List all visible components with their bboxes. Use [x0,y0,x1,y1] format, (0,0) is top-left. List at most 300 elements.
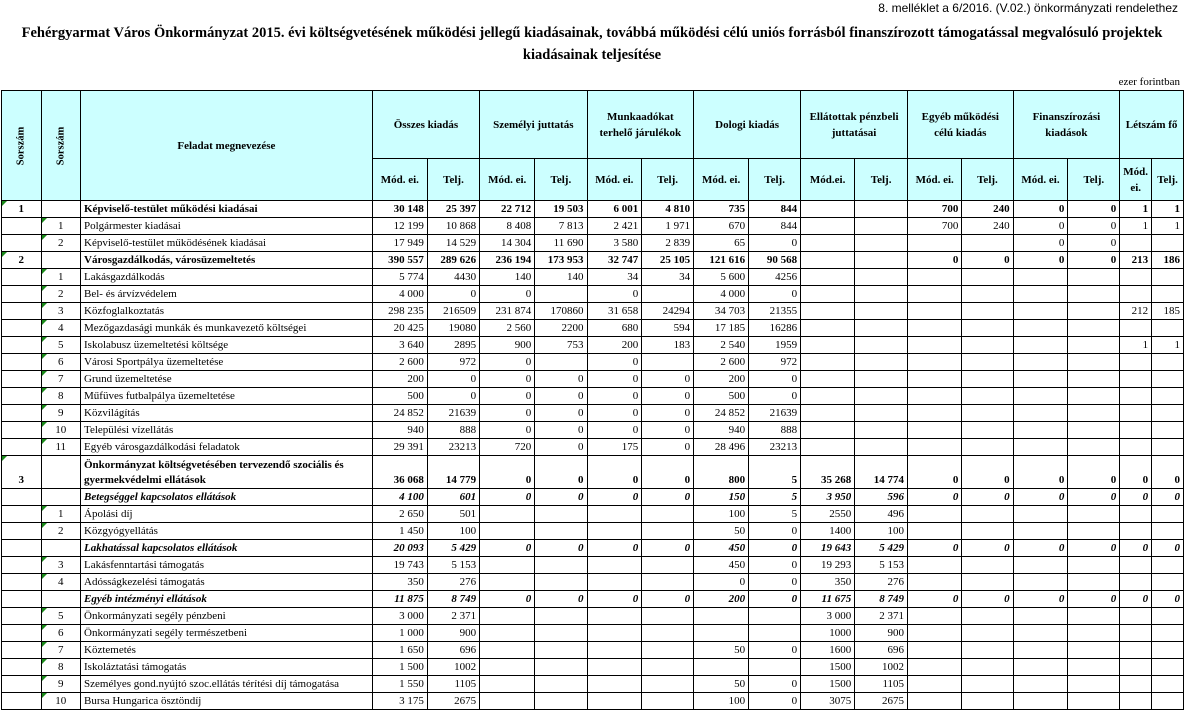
row-value [1068,371,1120,388]
row-value [1120,235,1152,252]
row-value: 170860 [535,303,587,320]
header-sorszam-1: Sorszám [2,91,42,201]
row-value: 21639 [427,405,479,422]
row-number-main [2,235,42,252]
row-name: Közvilágítás [81,405,373,422]
annex-reference: 8. melléklet a 6/2016. (V.02.) önkormányzati rendelethez [878,1,1178,15]
row-value [587,574,642,591]
row-value [1152,557,1184,574]
row-value [642,286,694,303]
row-value: 140 [480,269,535,286]
row-value: 0 [535,439,587,456]
row-value [962,371,1013,388]
row-value: 3 175 [372,693,427,710]
row-value [1068,422,1120,439]
row-value: 696 [427,642,479,659]
row-value [855,439,908,456]
row-value: 1 [1152,337,1184,354]
row-value: 5 600 [694,269,749,286]
row-value: 972 [749,354,801,371]
table-row [2,506,1184,523]
row-value: 0 [1068,591,1120,608]
row-value [1120,405,1152,422]
row-value: 0 [749,642,801,659]
row-value: 0 [642,388,694,405]
row-value: 183 [642,337,694,354]
row-value: 5 153 [855,557,908,574]
row-value: 720 [480,439,535,456]
row-value: 121 616 [694,252,749,269]
table-row [2,388,1184,405]
row-name: Iskolabusz üzemeltetési költsége [81,337,373,354]
row-number-sub: 6 [41,625,81,642]
row-value: 17 185 [694,320,749,337]
table-row [2,693,1184,710]
row-value [855,320,908,337]
row-value: 29 391 [372,439,427,456]
row-value: 0 [1068,489,1120,506]
header-subcolumn: Telj. [1152,159,1184,201]
row-value [1013,523,1068,540]
row-value [908,422,962,439]
row-value: 940 [372,422,427,439]
row-value [962,557,1013,574]
row-number-sub: 2 [41,523,81,540]
row-value: 11 875 [372,591,427,608]
row-value [749,625,801,642]
row-value: 200 [587,337,642,354]
row-value [962,337,1013,354]
row-value [1068,557,1120,574]
row-value [1120,693,1152,710]
header-sorszam-2: Sorszám [41,91,81,201]
row-value [1013,608,1068,625]
row-value: 500 [372,388,427,405]
row-value: 0 [1013,456,1068,489]
row-value [908,523,962,540]
row-value [1152,659,1184,676]
row-number-sub: 5 [41,337,81,354]
row-value [1013,286,1068,303]
row-value [587,625,642,642]
row-value: 6 001 [587,201,642,218]
row-value [1013,693,1068,710]
row-number-sub: 9 [41,676,81,693]
row-value: 2 839 [642,235,694,252]
row-value [694,659,749,676]
row-value: 0 [908,456,962,489]
row-number-sub: 1 [41,506,81,523]
row-value: 0 [749,557,801,574]
budget-table [1,90,1184,710]
table-row [2,269,1184,286]
row-value: 240 [962,201,1013,218]
row-value [535,506,587,523]
row-value [1152,574,1184,591]
row-number-sub: 2 [41,235,81,252]
row-value [1068,642,1120,659]
row-value: 0 [427,371,479,388]
row-value: 700 [908,218,962,235]
row-value: 888 [427,422,479,439]
row-value: 0 [1068,235,1120,252]
row-value [1152,642,1184,659]
table-row [2,557,1184,574]
row-value: 1 500 [372,659,427,676]
row-value [962,506,1013,523]
row-value [587,608,642,625]
row-name: Ápolási díj [81,506,373,523]
row-value [587,523,642,540]
row-value: 0 [1013,591,1068,608]
row-value [1152,676,1184,693]
row-value: 36 068 [372,456,427,489]
page-title: Fehérgyarmat Város Önkormányzat 2015. évi költségvetésének működési jellegű kiadásainak, továbbá működési célú uniós forrásból finanszírozott támogatással megvalósuló projektek kiadásainak teljesítése [21,25,1163,63]
row-value: 0 [962,456,1013,489]
header-subcolumn: Telj. [642,159,694,201]
row-value [642,676,694,693]
row-value: 90 568 [749,252,801,269]
row-number-sub: 1 [41,218,81,235]
row-value: 14 529 [427,235,479,252]
row-value [694,608,749,625]
row-value [1068,574,1120,591]
row-value [1013,269,1068,286]
row-value [535,523,587,540]
row-name: Lakásfenntartási támogatás [81,557,373,574]
row-name: Iskoláztatási támogatás [81,659,373,676]
table-row [2,354,1184,371]
row-value: 450 [694,557,749,574]
row-number-main [2,591,42,608]
row-number-main [2,659,42,676]
row-value: 21639 [749,405,801,422]
row-value [855,405,908,422]
row-value [801,235,855,252]
row-value: 1 [1120,201,1152,218]
row-value: 0 [1013,540,1068,557]
header-subcolumn: Mód. ei. [694,159,749,201]
row-value [587,676,642,693]
row-value [962,523,1013,540]
row-value: 1 650 [372,642,427,659]
row-value: 0 [535,371,587,388]
row-value: 0 [587,286,642,303]
row-number-sub: 10 [41,693,81,710]
row-value [1068,523,1120,540]
row-value: 2895 [427,337,479,354]
row-value [801,405,855,422]
row-value: 150 [694,489,749,506]
table-row [2,218,1184,235]
row-value [962,303,1013,320]
row-value [908,676,962,693]
row-value: 1400 [801,523,855,540]
row-value: 753 [535,337,587,354]
row-value [1013,659,1068,676]
row-value [801,371,855,388]
row-value: 0 [1120,591,1152,608]
row-value [642,642,694,659]
row-value: 212 [1120,303,1152,320]
row-number-sub: 3 [41,303,81,320]
row-value [962,659,1013,676]
row-number-main [2,557,42,574]
row-value: 8 408 [480,218,535,235]
row-value: 2 371 [855,608,908,625]
row-value: 21355 [749,303,801,320]
row-value: 972 [427,354,479,371]
row-value [855,422,908,439]
header-subcolumn: Mód.ei. [801,159,855,201]
row-value: 19080 [427,320,479,337]
row-value: 1 450 [372,523,427,540]
row-value: 25 105 [642,252,694,269]
row-value [535,354,587,371]
row-value [1120,422,1152,439]
row-value [1120,574,1152,591]
row-value [480,676,535,693]
row-value: 0 [642,540,694,557]
row-value: 0 [480,405,535,422]
row-value: 23213 [749,439,801,456]
row-name: Egyéb intézményi ellátások [81,591,373,608]
row-value [962,693,1013,710]
row-value: 14 304 [480,235,535,252]
row-value: 3 580 [587,235,642,252]
table-row [2,405,1184,422]
row-name: Lakhatással kapcsolatos ellátások [81,540,373,557]
row-value: 20 093 [372,540,427,557]
row-value: 696 [855,642,908,659]
row-name: Önkormányzat költségvetésében tervezendő szociális és gyermekvédelmi ellátások [81,456,373,489]
row-name: Önkormányzati segély természetbeni [81,625,373,642]
row-value: 0 [1013,489,1068,506]
row-value [1013,388,1068,405]
row-value: 844 [749,218,801,235]
row-value [1013,405,1068,422]
row-value [587,506,642,523]
row-value: 231 874 [480,303,535,320]
row-value [1152,320,1184,337]
row-number-main [2,625,42,642]
row-value: 0 [480,489,535,506]
row-value: 0 [535,591,587,608]
row-number-main [2,303,42,320]
row-value [962,676,1013,693]
row-value: 0 [908,540,962,557]
row-value [908,303,962,320]
row-value: 20 425 [372,320,427,337]
row-value [1152,608,1184,625]
row-value: 900 [427,625,479,642]
row-number-sub: 9 [41,405,81,422]
row-value [962,354,1013,371]
row-value: 240 [962,218,1013,235]
row-number-main [2,354,42,371]
row-value: 0 [535,388,587,405]
row-value: 50 [694,523,749,540]
row-value: 0 [962,540,1013,557]
row-value: 100 [427,523,479,540]
row-value: 5 429 [855,540,908,557]
row-value [1120,642,1152,659]
row-value: 0 [962,489,1013,506]
row-value: 1 550 [372,676,427,693]
row-value: 0 [1120,540,1152,557]
row-value [908,439,962,456]
row-value: 2550 [801,506,855,523]
row-number-main [2,676,42,693]
row-value: 0 [1013,235,1068,252]
header-subcolumn: Mód. ei. [480,159,535,201]
row-value: 100 [855,523,908,540]
row-name: Közfoglalkoztatás [81,303,373,320]
row-value [1013,422,1068,439]
row-value [1068,269,1120,286]
row-value: 0 [642,489,694,506]
row-value [801,354,855,371]
row-value: 0 [480,456,535,489]
row-value: 1 000 [372,625,427,642]
row-number-main [2,642,42,659]
row-value [535,693,587,710]
row-value: 0 [535,489,587,506]
row-name: Városgazdálkodás, városüzemeltetés [81,252,373,269]
row-value: 0 [480,388,535,405]
row-value: 2 600 [372,354,427,371]
row-value: 0 [908,591,962,608]
row-value: 32 747 [587,252,642,269]
row-name: Bursa Hungarica ösztöndíj [81,693,373,710]
row-value: 680 [587,320,642,337]
row-value [1013,625,1068,642]
row-value [480,693,535,710]
row-value: 2675 [855,693,908,710]
row-number-main: 3 [2,456,42,489]
row-number-main [2,439,42,456]
row-name: Képviselő-testület működésének kiadásai [81,235,373,252]
row-value [908,286,962,303]
row-value [908,625,962,642]
row-value [908,506,962,523]
row-value: 28 496 [694,439,749,456]
row-value: 185 [1152,303,1184,320]
row-value: 500 [694,388,749,405]
row-value: 0 [642,422,694,439]
row-value [1068,320,1120,337]
row-value: 19 503 [535,201,587,218]
row-value: 0 [587,371,642,388]
row-value: 50 [694,642,749,659]
row-value: 0 [480,422,535,439]
row-value: 0 [749,388,801,405]
row-number-main [2,523,42,540]
row-value [480,557,535,574]
row-number-main [2,320,42,337]
row-value: 0 [1068,252,1120,269]
row-value [1013,303,1068,320]
row-value [1120,269,1152,286]
row-value: 2 560 [480,320,535,337]
header-subcolumn: Mód. ei. [908,159,962,201]
row-value: 0 [962,252,1013,269]
row-value: 8 749 [427,591,479,608]
row-value: 0 [480,540,535,557]
row-value [587,642,642,659]
header-subcolumn: Telj. [749,159,801,201]
row-value [480,523,535,540]
row-value [1013,371,1068,388]
row-value [1068,693,1120,710]
row-value [1152,523,1184,540]
row-value: 0 [749,591,801,608]
row-value: 1 [1152,218,1184,235]
row-value: 670 [694,218,749,235]
row-value [480,659,535,676]
row-value: 0 [587,388,642,405]
row-number-sub [41,252,81,269]
row-value [908,405,962,422]
row-value [1152,388,1184,405]
row-value: 34 [642,269,694,286]
row-value: 1 [1120,337,1152,354]
row-value [535,557,587,574]
table-row [2,337,1184,354]
row-value [642,693,694,710]
row-value: 5 [749,489,801,506]
row-value: 19 293 [801,557,855,574]
row-value [1013,439,1068,456]
table-row [2,201,1184,218]
row-value [1068,405,1120,422]
row-value: 100 [694,506,749,523]
row-value: 735 [694,201,749,218]
row-value: 5 429 [427,540,479,557]
row-number-main [2,337,42,354]
row-value: 4256 [749,269,801,286]
row-value: 23213 [427,439,479,456]
row-value [908,388,962,405]
table-row [2,574,1184,591]
row-value: 1105 [855,676,908,693]
row-number-main: 2 [2,252,42,269]
row-value: 0 [535,405,587,422]
row-value [1013,354,1068,371]
row-value: 0 [480,371,535,388]
row-value [962,642,1013,659]
row-name: Polgármester kiadásai [81,218,373,235]
row-value: 14 774 [855,456,908,489]
row-value: 289 626 [427,252,479,269]
row-value: 390 557 [372,252,427,269]
row-value [1152,405,1184,422]
row-value: 0 [1152,591,1184,608]
row-value [801,422,855,439]
row-value: 2 600 [694,354,749,371]
row-value: 4 000 [372,286,427,303]
row-value [1068,337,1120,354]
row-value: 200 [694,371,749,388]
row-name: Képviselő-testület működési kiadásai [81,201,373,218]
row-value: 24 852 [694,405,749,422]
row-value: 0 [908,252,962,269]
table-row [2,320,1184,337]
row-value [908,269,962,286]
row-number-sub [41,540,81,557]
row-value [1068,439,1120,456]
table-row [2,659,1184,676]
